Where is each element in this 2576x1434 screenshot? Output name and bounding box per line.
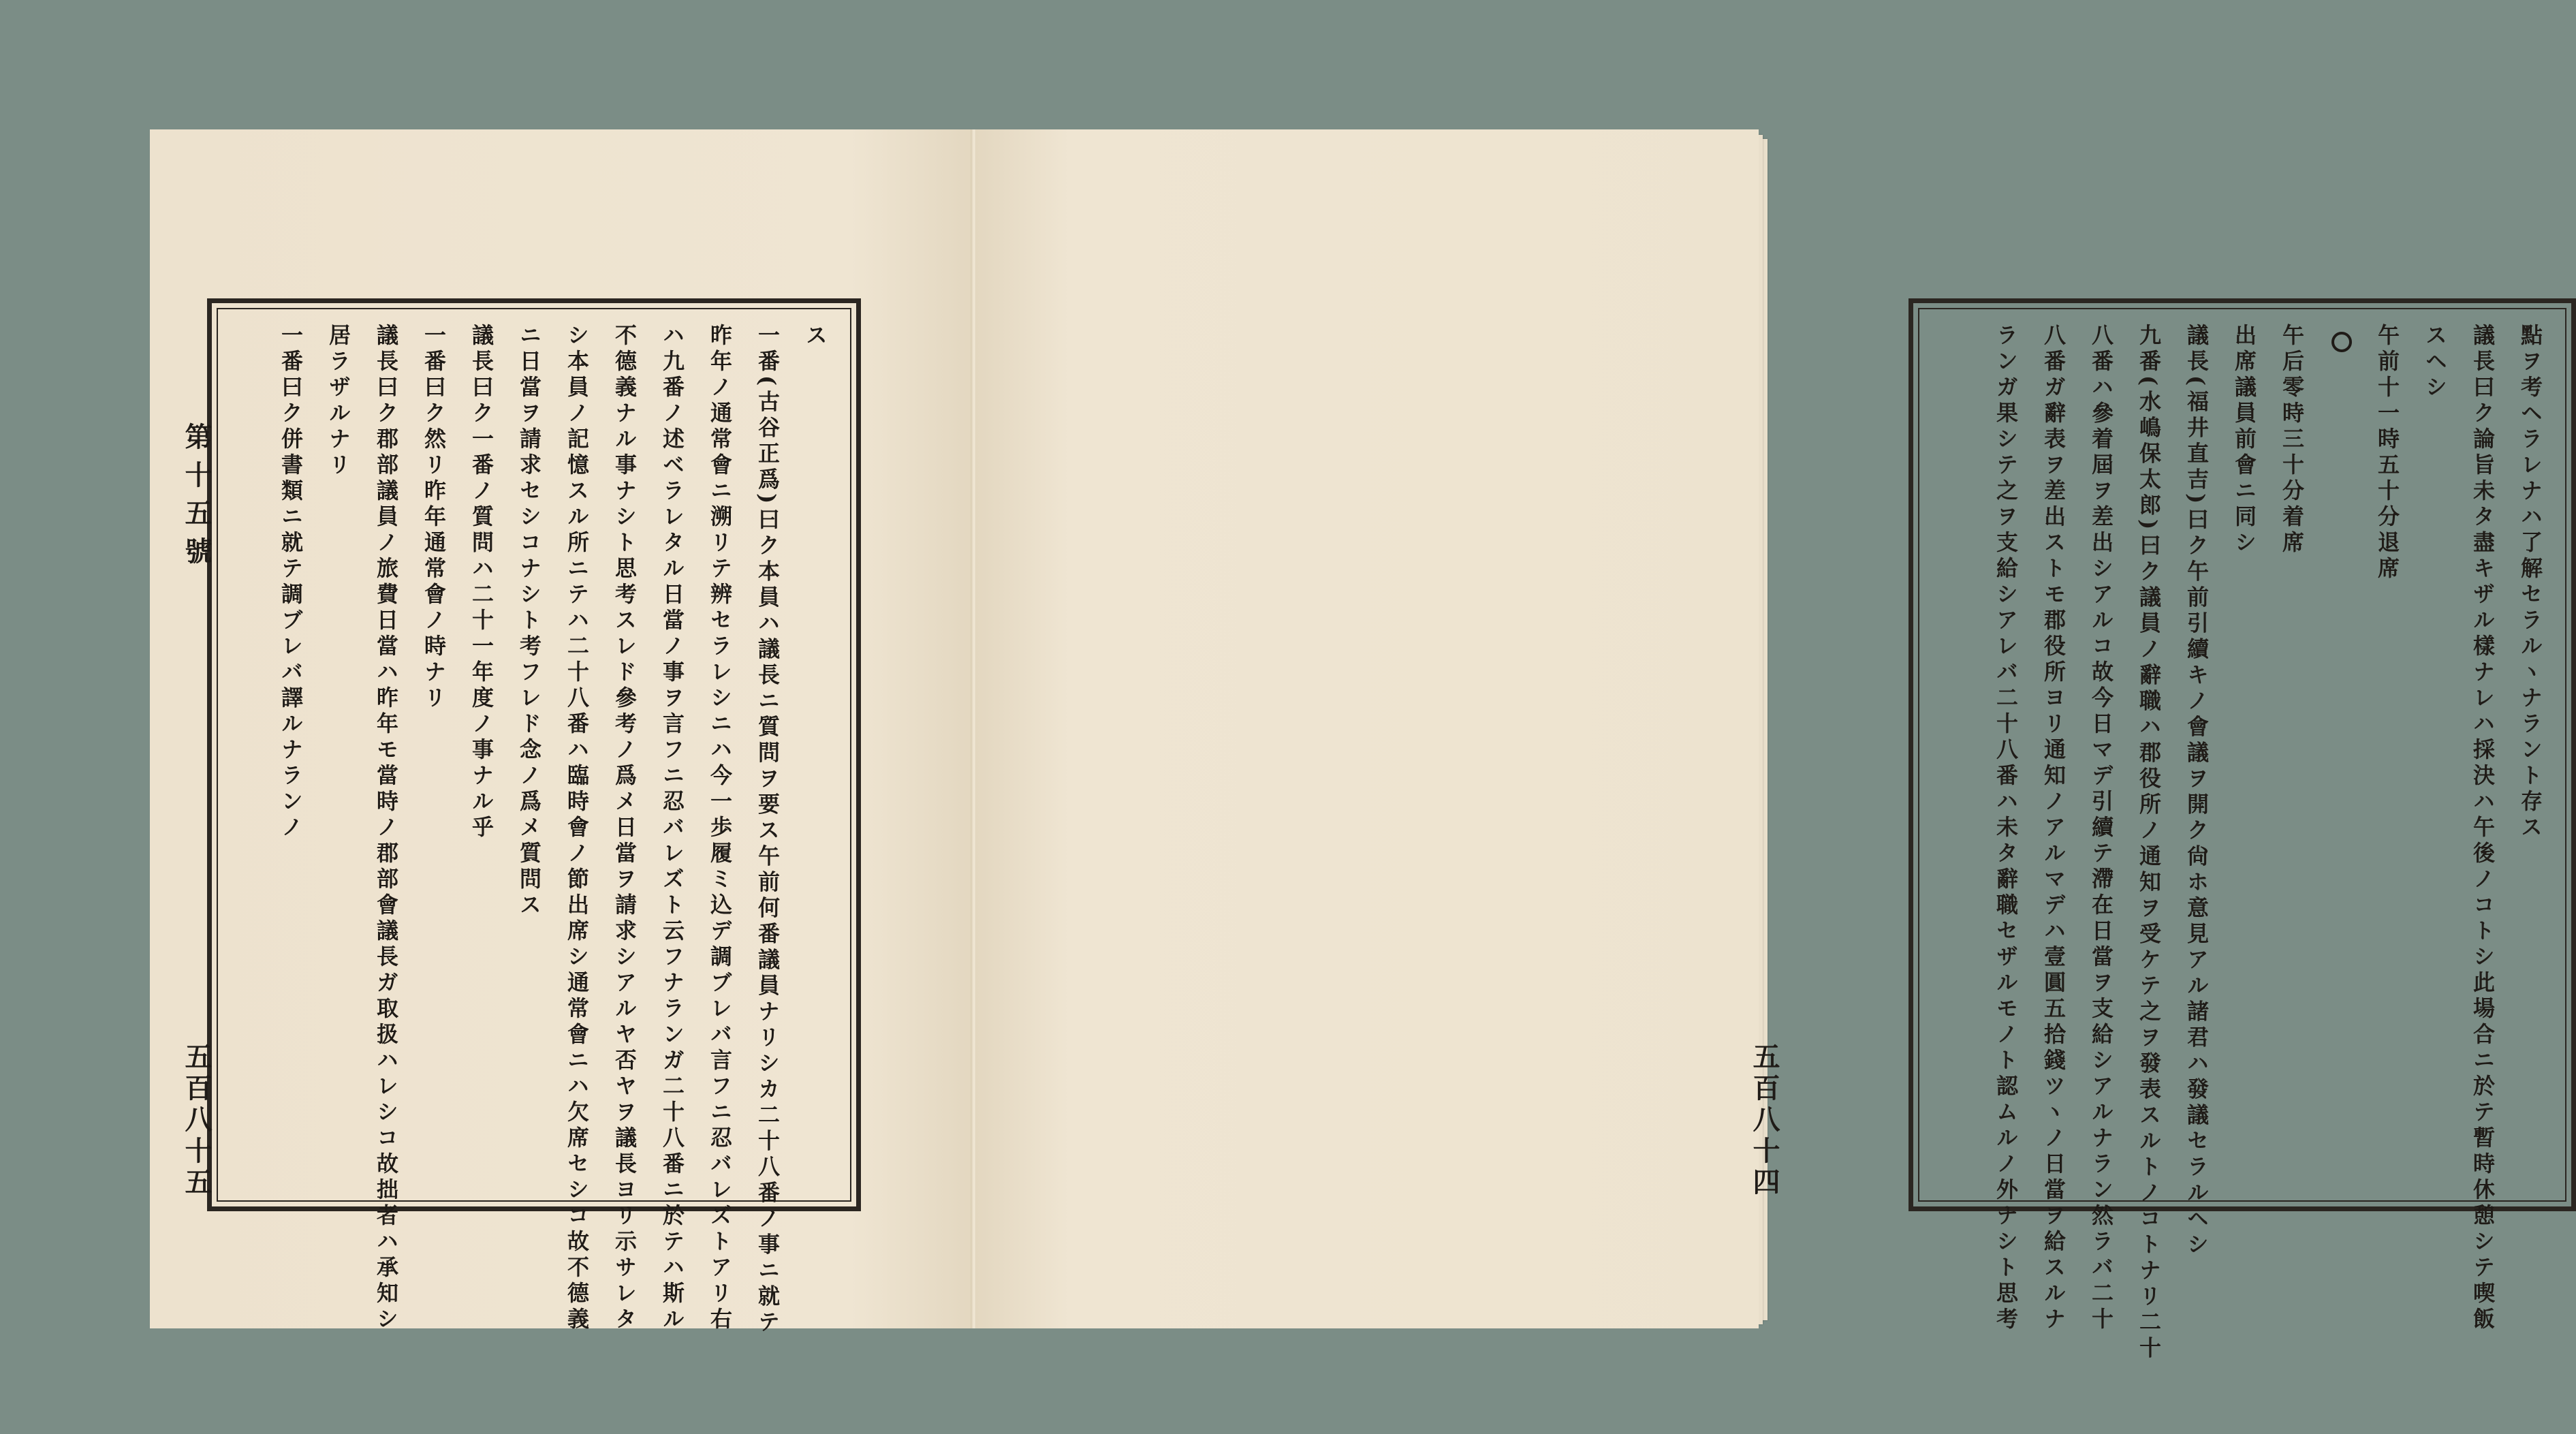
text-line: ニ日當ヲ請求セシコナシト考フレド念ノ爲メ質問ス <box>516 324 542 919</box>
text-line: 午后零時三十分着席 <box>2279 324 2305 557</box>
text-line: 議長曰ク論旨未タ盡キザル樣ナレハ採決ハ午後ノコトシ此場合ニ於テ暫時休憩シテ喫飯 <box>2470 324 2496 1333</box>
text-line: 議長曰ク郡部議員ノ旅費日當ハ昨年モ當時ノ郡部會議長ガ取扱ハレシコ故拙者ハ承知シ <box>373 324 399 1333</box>
text-line: 點ヲ考ヘラレナハ了解セラルヽナラント存ス <box>2517 324 2543 841</box>
text-line: 八番ガ辭表ヲ差出ストモ郡役所ヨリ通知ノアルマデハ壹圓五拾錢ツヽノ日當ヲ給スルナ <box>2041 324 2067 1333</box>
text-line: 居ラザルナリ <box>326 324 351 479</box>
page-number-left: 五百八十五 <box>180 1042 213 1199</box>
open-book <box>150 129 2543 1362</box>
text-line: ハ九番ノ述ベラレタル日當ノ事ヲ言フニ忍バレズト云フナランガ二十八番ニ於テハ斯ル <box>659 324 685 1333</box>
text-line: 午前十一時五十分退席 <box>2374 324 2400 582</box>
text-line: 議長曰ク一番ノ質問ハ二十一年度ノ事ナル乎 <box>469 324 494 841</box>
text-line: 出席議員前會ニ同シ <box>2231 324 2257 557</box>
text-line: 不德義ナル事ナシト思考スレド參考ノ爲メ日當ヲ請求シアルヤ否ヤヲ議長ヨリ示サレタ <box>612 324 638 1333</box>
text-line: ス <box>802 324 828 349</box>
text-line: 一番曰ク併書類ニ就テ調ブレバ譯ルナランノ <box>278 324 304 841</box>
text-line: スヘシ <box>2422 324 2448 401</box>
text-line: 一番(古谷正爲)曰ク本員ハ議長ニ質問ヲ要ス午前何番議員ナリシカ二十八番ノ事ニ就テ <box>755 324 781 1337</box>
text-line: 議長(福井直吉)曰ク午前引續キノ會議ヲ開ク尙ホ意見アル諸君ハ發議セラルヘシ <box>2184 324 2210 1259</box>
text-line: シ本員ノ記憶スル所ニテハ二十八番ハ臨時會ノ節出席シ通常會ニハ欠席セシコ故不德義 <box>564 324 590 1333</box>
text-line: ランガ果シテ之ヲ支給シアレバ二十八番ハ未タ辭職セザルモノト認ムルノ外ナシト思考 <box>1993 324 2019 1333</box>
text-line: 九番(水嶋保太郎)曰ク議員ノ辭職ハ郡役所ノ通知ヲ受ケテ之ヲ發表スルトノコトナリ二十 <box>2136 324 2162 1362</box>
text-line: 一番曰ク然リ昨年通常會ノ時ナリ <box>421 324 447 712</box>
section-label: 第十五號 <box>180 422 213 575</box>
page-number-right: 五百八十四 <box>1748 1042 1780 1199</box>
right-text-frame <box>1909 298 2576 1362</box>
text-line: 昨年ノ通常會ニ溯リテ辨セラレシニハ今一歩履ミ込デ調ブレバ言フニ忍バレズトアリ右 <box>707 324 733 1333</box>
text-line: 八番ハ參着屆ヲ差出シアルコ故今日マデ引續テ滯在日當ヲ支給シアルナラン然ラバ二十 <box>2088 324 2114 1333</box>
left-page <box>150 129 974 1337</box>
left-text-frame <box>207 298 861 1337</box>
right-page <box>975 129 2543 1362</box>
section-circle-mark <box>2331 332 2352 352</box>
